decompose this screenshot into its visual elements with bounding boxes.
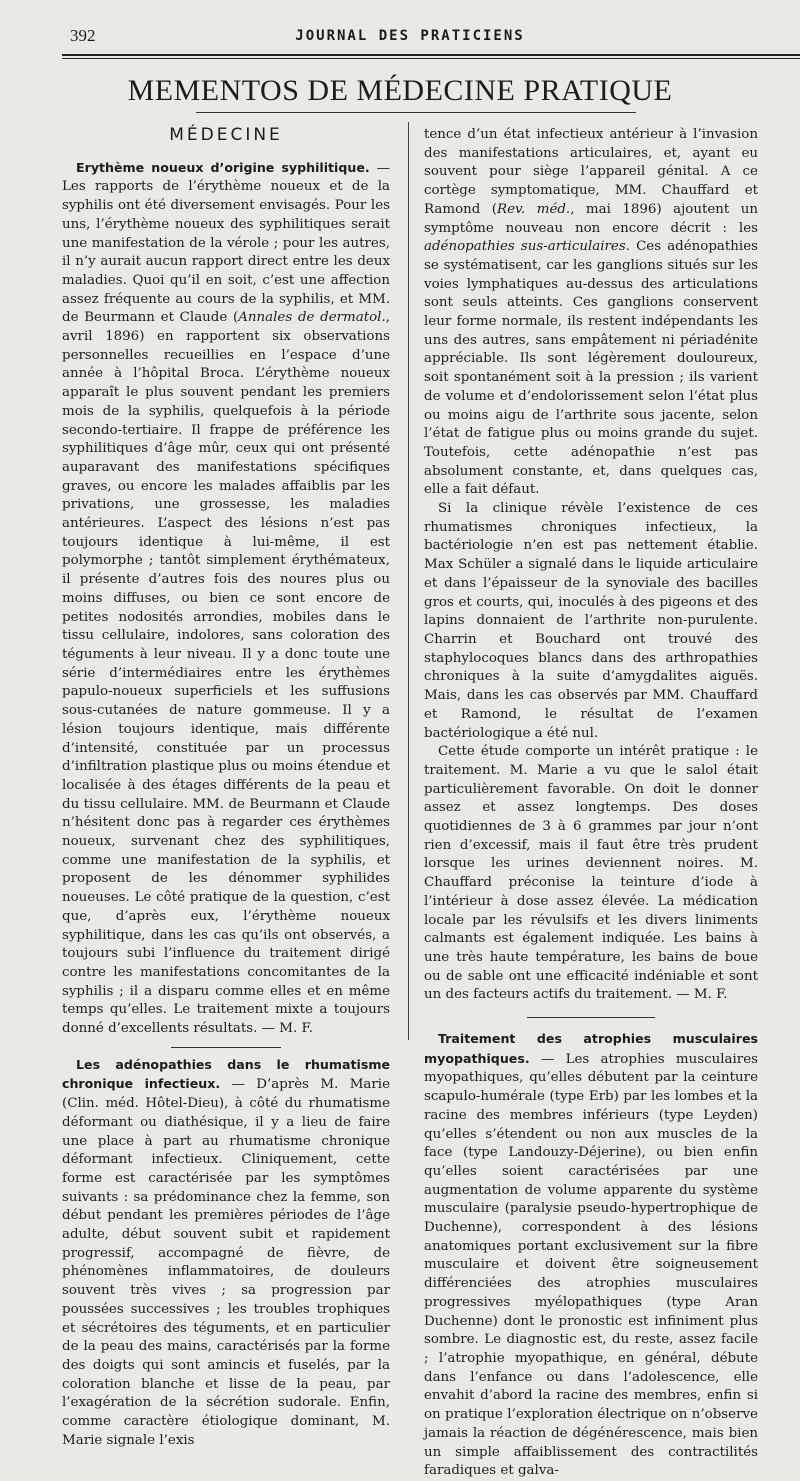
article-body-continued: , avril 1896) en rapportent six observations personnelles recueillies en l’espace d’une année à l’hôpital Broca. L’érythème noueux apparaît le plus souvent pendant les premiers mois de la syphilis, quelquefois à la période secondo-tertiaire. Il frappe de préférence les syphilitiques d’âge mûr, ceux qui ont présenté auparavant des manifestations spécifiques graves, ou encore les malades affaiblis par les privations, une grossesse, les maladies antérieures. L’aspect des lésions n’est pas toujours identique à lui-même, il est polymorphe ; tantôt simplement érythémateux, il présente d’autres fois des noures plus ou moins diffuses, ou bien ce sont encore de petites nodosités arrondies, mobiles dans le tissu cellulaire, indolores, sans coloration des téguments à leur niveau. Il y a donc toute une série d’intermédiaires entre les érythèmes papulo-noueux superficiels et les suffusions sous-cutanées de nature gommeuse. Il y a lésion toujours identique, mais différente d’intensité, constituée par un processus d’infiltration plastique plus ou moins étendue et localisée à des étages différents de la peau et du tissu cellulaire. MM. de Beurmann et Claude n’hésitent donc pas à regarder ces érythèmes noueux, survenant chez des syphilitiques, comme une manifestation de la syphilis, et proposent de les dénommer syphilides noueuses. Le côté pratique de la question, c’est que, d’après eux, l’érythème noueux syphilitique, dans les cas qu’ils ont observés, a toujours subi l’influence du traitement dirigé contre les manifestations concomitantes de la syphilis ; il a disparu comme elles et en même temps qu’elles. Le traitement mixte a toujours donné d’excellents résultats. — M. F. [62, 310, 390, 1037]
column-divider [408, 122, 409, 1040]
paragraph-continued [424, 126, 758, 500]
journal-title: JOURNAL DES PRATICIENS [295, 28, 525, 44]
text-run: tence d’un état infectieux antérieur à l’invasion des manifestations articulaires, et, ayant eu souvent pour siège l’appareil génital. A ce cortège symptomatique, MM. Chauffard et Ramond ( [424, 127, 758, 217]
article-title: Traitement des atrophies musculaires myopathiques. [424, 1031, 758, 1066]
citation: Rev. méd. [497, 201, 571, 217]
article-title: Erythème noueux d’origine syphilitique. [76, 159, 370, 175]
text-run: , mai 1896) ajoutent un symptôme nouveau non encore décrit : les [424, 201, 758, 236]
article-adenopathies [62, 1056, 390, 1451]
article-separator [171, 1047, 281, 1048]
italic-term: adénopathies sus-articulaires [424, 239, 626, 255]
text-run: . Ces adénopathies se systématisent, car les ganglions situés sur les voies lymphatiques au-dessus des articulations sont seuls atteints. Ces ganglions conservent leur forme normale, ils restent indépendants les uns des autres, sans empâtement ni périadénite appréciable. Ils sont légèrement douloureux, soit spontanément soit à la pression ; ils varient de volume et d’endolorissement selon l’état plus ou moins aigu de l’arthrite sous jacente, selon l’état de fatigue plus ou moins grande du sujet. Toutefois, cette adénopathie n’est pas absolument constante, et, dans quelques cas, elle a fait défaut. [424, 239, 759, 498]
main-title: MEMENTOS DE MÉDECINE PRATIQUE [127, 74, 673, 107]
paragraph-bacteriologie: Si la clinique révèle l’existence de ces rhumatismes chroniques infectieux, la bactériologie n’en est pas nettement établie. Max Schüler a signalé dans le liquide articulaire et dans l’épaisseur de la synoviale des bacilles gros et courts, qui, inoculés à des pigeons et des lapins donnaient de l’arthrite non-purulente. Charrin et Bouchard ont trouvé des staphylocoques blancs dans des arthropathies chroniques à la suite d’amygdalites aiguës. Mais, dans les cas observés par MM. Chauffard et Ramond, le résultat de l’examen bactériologique a été nul. [424, 501, 758, 741]
left-column [62, 126, 390, 1451]
article-title: Les adénopathies dans le rhumatisme chronique infectieux. [62, 1056, 390, 1092]
paragraph-traitement: Cette étude comporte un intérêt pratique : le traitement. M. Marie a vu que le salol était particulièrement favorable. On doit le donner assez et assez longtemps. Des doses quotidiennes de 3 à 6 grammes par jour n’ont rien d’excessif, mais il faut être très prudent lorsque les urines deviennent noires. M. Chauffard préconise la teinture d’iode à l’intérieur à dose assez élevée. La médication locale par les révulsifs et les divers liniments calmants est également indiquée. Les bains à une très haute température, les bains de boue ou de sable ont une efficacité indéniable et sont un des facteurs actifs du traitement. — M. F. [424, 744, 758, 1003]
section-title: MÉDECINE [169, 125, 283, 145]
article-citation: Annales de dermatol. [238, 310, 386, 326]
article-body: — Les atrophies musculaires myopathiques, qu’elles débutent par la ceinture scapulo-humérale (type Erb) par les lombes et la racine des membres inférieurs (type Leyden) qu’elles s’étendent ou non aux muscles de la face (type Landouzy-Déjerine), ou bien enfin qu’elles soient caractérisées par une augmentation de volume apparente du système musculaire (paralysie pseudo-hypertrophique de Duchenne), correspondent à des lésions anatomiques portant exclusivement sur la fibre musculaire et doivent être soigneusement différenciées des atrophies musculaires progressives myélopathiques (type Aran Duchenne) dont le pronostic est infiniment plus sombre. Le diagnostic est, du reste, assez facile ; l’atrophie myopathique, en général, débute dans l’enfance ou dans l’adolescence, elle envahit d’abord la racine des membres, enfin si on pratique l’exploration électrique on n’observe jamais la réaction de dégénérescence, mais bien un simple affaiblissement des contractilités faradiques et galva- [424, 1051, 758, 1479]
page-number: 392 [70, 26, 96, 45]
title-rule [196, 112, 636, 113]
right-column [424, 126, 758, 1481]
article-body: — D’après M. Marie (Clin. méd. Hôtel-Dieu), à côté du rhumatisme déformant ou diathésique, il y a lieu de faire une place à part au rhumatisme chronique déformant infectieux. Cliniquement, cette forme est caractérisée par les symptômes suivants : sa prédominance chez la femme, son début pendant les premières périodes de l’âge adulte, début souvent subit et rapidement progressif, accompagné de fièvre, de phénomènes inflammatoires, de douleurs souvent très vives ; sa progression par poussées successives ; les troubles trophiques et sécrétoires des téguments, et en particulier de la peau des mains, caractérisés par la forme des doigts qui sont amincis et fuselés, par la coloration blanche et lisse de la peau, par l’exagération de la sécrétion sudorale. Enfin, comme caractère étiologique dominant, M. Marie signale l’exis [62, 1077, 390, 1448]
article-atrophies [424, 1030, 758, 1481]
article-body: — Les rapports de l’érythème noueux et de la syphilis ont été diversement envisagés. Pour les uns, l’érythème noueux des syphilitiques serait une manifestation de la vérole ; pour les autres, il n’y aurait aucun rapport direct entre les deux maladies. Quoi qu’il en soit, c’est une affection assez fréquente au cours de la syphilis, et MM. de Beurmann et Claude ( [62, 160, 390, 326]
header-rule [62, 54, 800, 56]
article-separator [527, 1017, 655, 1018]
article-erytheme [62, 159, 390, 1039]
header-rule-thin [62, 58, 800, 59]
page-header [60, 26, 760, 50]
